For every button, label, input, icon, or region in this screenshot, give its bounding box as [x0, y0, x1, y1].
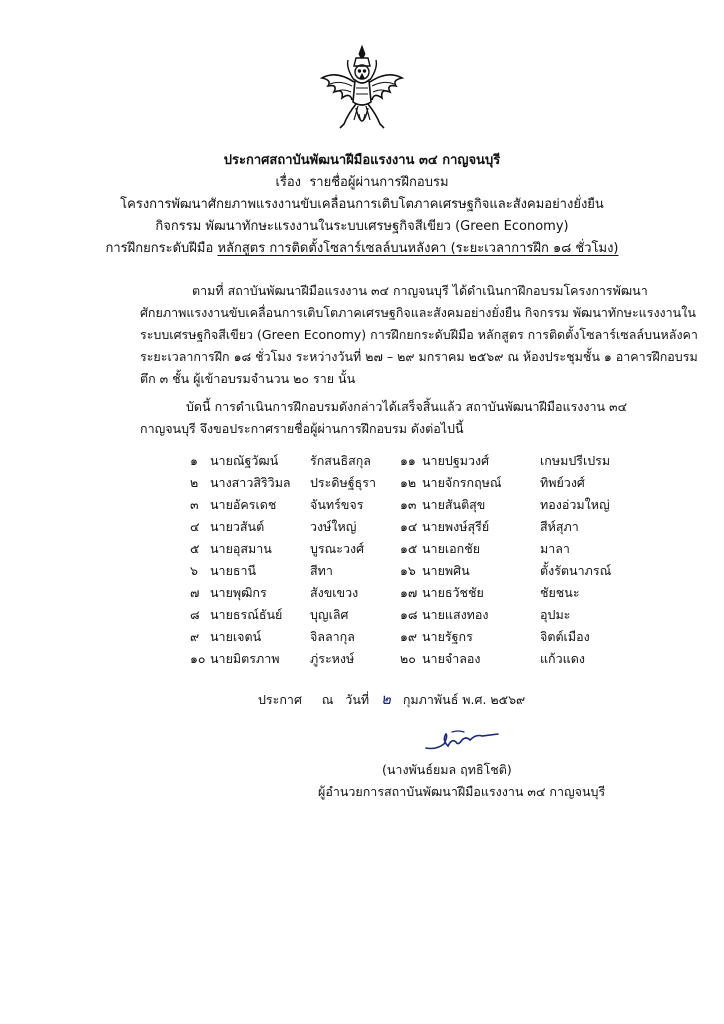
announce-date-line	[258, 687, 525, 711]
trainee-row	[400, 560, 640, 582]
announce-month-year: กุมภาพันธ์ พ.ศ. ๒๕๖๙	[402, 692, 526, 707]
course-prefix: การฝึกยกระดับฝีมือ	[105, 241, 214, 256]
trainee-first-name: นายพงษ์สุรีย์	[422, 519, 490, 534]
trainee-first-name: นายสันติสุข	[422, 497, 486, 512]
trainee-first-name: นายธรณ์ธันย์	[210, 607, 283, 622]
paragraph-2-line: กาญจนบุรี จึงขอประกาศรายชื่อผู้ผ่านการฝึกอบรม ดังต่อไปนี้	[140, 421, 464, 436]
trainee-first-name: นายจำลอง	[422, 651, 481, 666]
subject-prefix: เรื่อง	[275, 175, 302, 190]
trainee-number: ๑๓	[400, 497, 417, 512]
announce-at: ณ	[321, 692, 334, 707]
trainee-list-right	[400, 450, 640, 670]
trainee-last-name: จิลลากุล	[310, 629, 355, 644]
activity-line: กิจกรรม พัฒนาทักษะแรงงานในระบบเศรษฐกิจสีเขียว (Green Economy)	[155, 219, 569, 234]
trainee-row	[400, 604, 640, 626]
trainee-row	[190, 450, 390, 472]
trainee-row	[400, 516, 640, 538]
garuda-emblem-icon	[318, 44, 406, 136]
announce-day-label: วันที่	[345, 692, 370, 707]
trainee-row	[190, 516, 390, 538]
trainee-last-name: จิตต์เมือง	[540, 629, 590, 644]
trainee-first-name: นายรัฐกร	[422, 629, 473, 644]
trainee-list-left	[190, 450, 390, 670]
trainee-number: ๓	[190, 497, 199, 512]
project-line: โครงการพัฒนาศักยภาพแรงงานขับเคลื่อนการเติบโตภาคเศรษฐกิจและสังคมอย่างยั่งยืน	[120, 197, 604, 212]
trainee-last-name: ภู่ระหงษ์	[310, 651, 355, 666]
trainee-number: ๑๘	[400, 607, 418, 622]
paragraph-1-line: ระบบเศรษฐกิจสีเขียว (Green Economy) การฝึกยกระดับฝีมือ หลักสูตร การติดตั้งโซลาร์เซลล์บนหลังคา	[140, 327, 698, 342]
trainee-last-name: แก้วแดง	[540, 651, 585, 666]
trainee-number: ๑๔	[400, 519, 418, 534]
trainee-last-name: ทองอ่วมใหญ่	[540, 497, 610, 512]
trainee-number: ๑๗	[400, 585, 418, 600]
trainee-row	[400, 648, 640, 670]
trainee-first-name: นายปฐมวงศ์	[422, 453, 490, 468]
trainee-number: ๘	[190, 607, 200, 622]
paragraph-1-line: ตึก ๓ ชั้น ผู้เข้าอบรมจำนวน ๒๐ ราย นั้น	[140, 371, 356, 386]
trainee-first-name: นายพุฒิกร	[210, 585, 267, 600]
subject-line	[0, 172, 724, 194]
trainee-last-name: บูรณะวงศ์	[310, 541, 365, 556]
trainee-last-name: สังขเขวง	[310, 585, 359, 600]
paragraph-1-line: ศักยภาพแรงงานขับเคลื่อนการเติบโตภาคเศรษฐกิจและสังคมอย่างยั่งยืน กิจกรรม พัฒนาทักษะแรงงานใน	[140, 305, 696, 320]
announcement-title: ประกาศสถาบันพัฒนาฝีมือแรงงาน ๓๔ กาญจนบุรี	[223, 153, 501, 168]
trainee-last-name: ประดิษฐ์ธุรา	[310, 475, 376, 490]
trainee-number: ๑	[190, 453, 198, 468]
trainee-number: ๖	[190, 563, 198, 578]
trainee-number: ๔	[190, 519, 200, 534]
trainee-row	[190, 560, 390, 582]
trainee-last-name: ทิพย์วงศ์	[540, 475, 585, 490]
paragraph-1-line: ระยะเวลาการฝึก ๑๘ ชั่วโมง ระหว่างวันที่ ๒๗ – ๒๙ มกราคม ๒๕๖๙ ณ ห้องประชุมชั้น ๑ อาคารฝึกอบรม	[140, 349, 698, 364]
trainee-first-name: นายธานี	[210, 563, 257, 578]
trainee-row	[400, 582, 640, 604]
course-line	[0, 238, 724, 260]
trainee-first-name: นายพศิน	[422, 563, 470, 578]
trainee-number: ๑๒	[400, 475, 417, 490]
trainee-row	[190, 626, 390, 648]
paragraph-1-line: ตามที่ สถาบันพัฒนาฝีมือแรงงาน ๓๔ กาญจนบุรี ได้ดำเนินกาฝึกอบรมโครงการพัฒนา	[192, 283, 648, 298]
trainee-first-name: นายจักรกฤษณ์	[422, 475, 502, 490]
subject-text: รายชื่อผู้ผ่านการฝึกอบรม	[309, 175, 449, 190]
trainee-last-name: อุปมะ	[540, 607, 571, 622]
trainee-row	[190, 648, 390, 670]
trainee-number: ๑๑	[400, 453, 416, 468]
trainee-first-name: นายณัฐวัฒน์	[210, 453, 279, 468]
course-name: หลักสูตร การติดตั้งโซลาร์เซลล์บนหลังคา (ระยะเวลาการฝึก ๑๘ ชั่วโมง)	[217, 241, 619, 256]
trainee-number: ๙	[190, 629, 200, 644]
trainee-number: ๒	[190, 475, 199, 490]
paragraph-2-line: บัดนี้ การดำเนินการฝึกอบรมดังกล่าวได้เสร็จสิ้นแล้ว สถาบันพัฒนาฝีมือแรงงาน ๓๔	[186, 399, 628, 414]
trainee-row	[190, 472, 390, 494]
trainee-row	[400, 472, 640, 494]
trainee-first-name: นายอุสมาน	[210, 541, 272, 556]
trainee-first-name: นายมิตรภาพ	[210, 651, 280, 666]
trainee-last-name: ตั้งรัตนาภรณ์	[540, 563, 612, 578]
signatory-name: (นางพันธ์ยมล ฤทธิโชติ)	[382, 762, 512, 777]
trainee-last-name: บุญเลิศ	[310, 607, 349, 622]
trainee-first-name: นายธวัชชัย	[422, 585, 484, 600]
trainee-row	[190, 494, 390, 516]
trainee-last-name: มาลา	[540, 541, 570, 556]
trainee-last-name: จันทร์ขจร	[310, 497, 364, 512]
trainee-last-name: เกษมปรีเปรม	[540, 453, 611, 468]
trainee-number: ๑๖	[400, 563, 416, 578]
trainee-number: ๑๙	[400, 629, 418, 644]
paragraph-2	[140, 396, 627, 440]
trainee-row	[190, 582, 390, 604]
paragraph-1	[140, 280, 698, 390]
trainee-first-name: นายวสันต์	[210, 519, 265, 534]
trainee-row	[400, 494, 640, 516]
trainee-row	[400, 538, 640, 560]
announce-day: ๒	[381, 690, 391, 708]
trainee-first-name: นายเอกชัย	[422, 541, 481, 556]
signatory-position: ผู้อำนวยการสถาบันพัฒนาฝีมือแรงงาน ๓๔ กาญจนบุรี	[318, 784, 606, 799]
trainee-row	[190, 538, 390, 560]
trainee-number: ๗	[190, 585, 200, 600]
trainee-last-name: ชัยชนะ	[540, 585, 580, 600]
announce-label: ประกาศ	[258, 692, 302, 707]
trainee-first-name: นายแสงทอง	[422, 607, 489, 622]
trainee-first-name: นายเจตน์	[210, 629, 262, 644]
trainee-last-name: สีทา	[310, 563, 333, 578]
trainee-number: ๑๐	[190, 651, 206, 666]
trainee-number: ๒๐	[400, 651, 416, 666]
trainee-last-name: วงษ์ใหญ่	[310, 519, 357, 534]
trainee-last-name: สีห์สุภา	[540, 519, 579, 534]
trainee-last-name: รักสนธิสกุล	[310, 453, 371, 468]
trainee-row	[400, 450, 640, 472]
trainee-number: ๕	[190, 541, 200, 556]
handwritten-signature	[422, 726, 502, 756]
trainee-first-name: นายอัครเดช	[210, 497, 277, 512]
trainee-row	[400, 626, 640, 648]
trainee-first-name: นางสาวสิริวิมล	[210, 475, 291, 490]
trainee-number: ๑๕	[400, 541, 418, 556]
trainee-row	[190, 604, 390, 626]
